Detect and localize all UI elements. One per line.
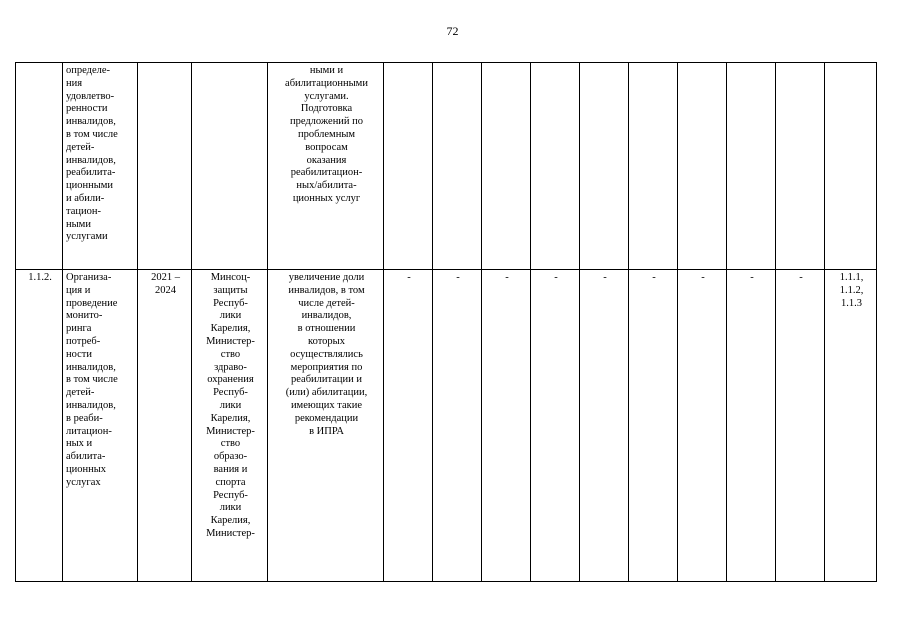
value-cell: - bbox=[776, 270, 825, 582]
executors-cell bbox=[192, 63, 268, 270]
value-cell bbox=[727, 63, 776, 270]
page-number: 72 bbox=[446, 24, 459, 38]
value-cell: - bbox=[482, 270, 531, 582]
value-cell bbox=[482, 63, 531, 270]
activity-name-cell: определе- ния удовлетво- ренности инвалидов, в том числе детей- инвалидов, реабилита- ционными и абили- тацион- ными услугами bbox=[63, 63, 138, 270]
value-cell bbox=[433, 63, 482, 270]
value-cell: - bbox=[384, 270, 433, 582]
value-cell: - bbox=[629, 270, 678, 582]
linked-indicators-cell: 1.1.1, 1.1.2, 1.1.3 bbox=[825, 270, 877, 582]
value-cell bbox=[580, 63, 629, 270]
expected-result-cell: увеличение доли инвалидов, в том числе детей- инвалидов, в отношении которых осуществлялись мероприятия по реабилитации и (или) абилитации, имеющих такие рекомендации в ИПРА bbox=[268, 270, 384, 582]
value-cell: - bbox=[433, 270, 482, 582]
value-cell: - bbox=[678, 270, 727, 582]
linked-indicators-cell bbox=[825, 63, 877, 270]
table-row bbox=[16, 270, 877, 582]
value-cell: - bbox=[531, 270, 580, 582]
activity-name-cell: Организа- ция и проведение монито- ринга потреб- ности инвалидов, в том числе детей- инвалидов, в реаби- литацион- ных и абилита- ционных услугах bbox=[63, 270, 138, 582]
table-row bbox=[16, 63, 877, 270]
program-table bbox=[15, 62, 877, 582]
value-cell: - bbox=[580, 270, 629, 582]
row-number-cell: 1.1.2. bbox=[16, 270, 63, 582]
value-cell: - bbox=[727, 270, 776, 582]
period-cell bbox=[138, 63, 192, 270]
expected-result-cell: ными и абилитационными услугами. Подготовка предложений по проблемным вопросам оказания реабилитацион- ных/абилита- ционных услуг bbox=[268, 63, 384, 270]
value-cell bbox=[678, 63, 727, 270]
value-cell bbox=[384, 63, 433, 270]
executors-cell: Минсоц- защиты Респуб- лики Карелия, Министер- ство здраво- охранения Респуб- лики Карелия, Министер- ство образо- вания и спорта Респуб- лики Карелия, Министер- bbox=[192, 270, 268, 582]
value-cell bbox=[531, 63, 580, 270]
value-cell bbox=[776, 63, 825, 270]
value-cell bbox=[629, 63, 678, 270]
row-number-cell bbox=[16, 63, 63, 270]
period-cell: 2021 – 2024 bbox=[138, 270, 192, 582]
